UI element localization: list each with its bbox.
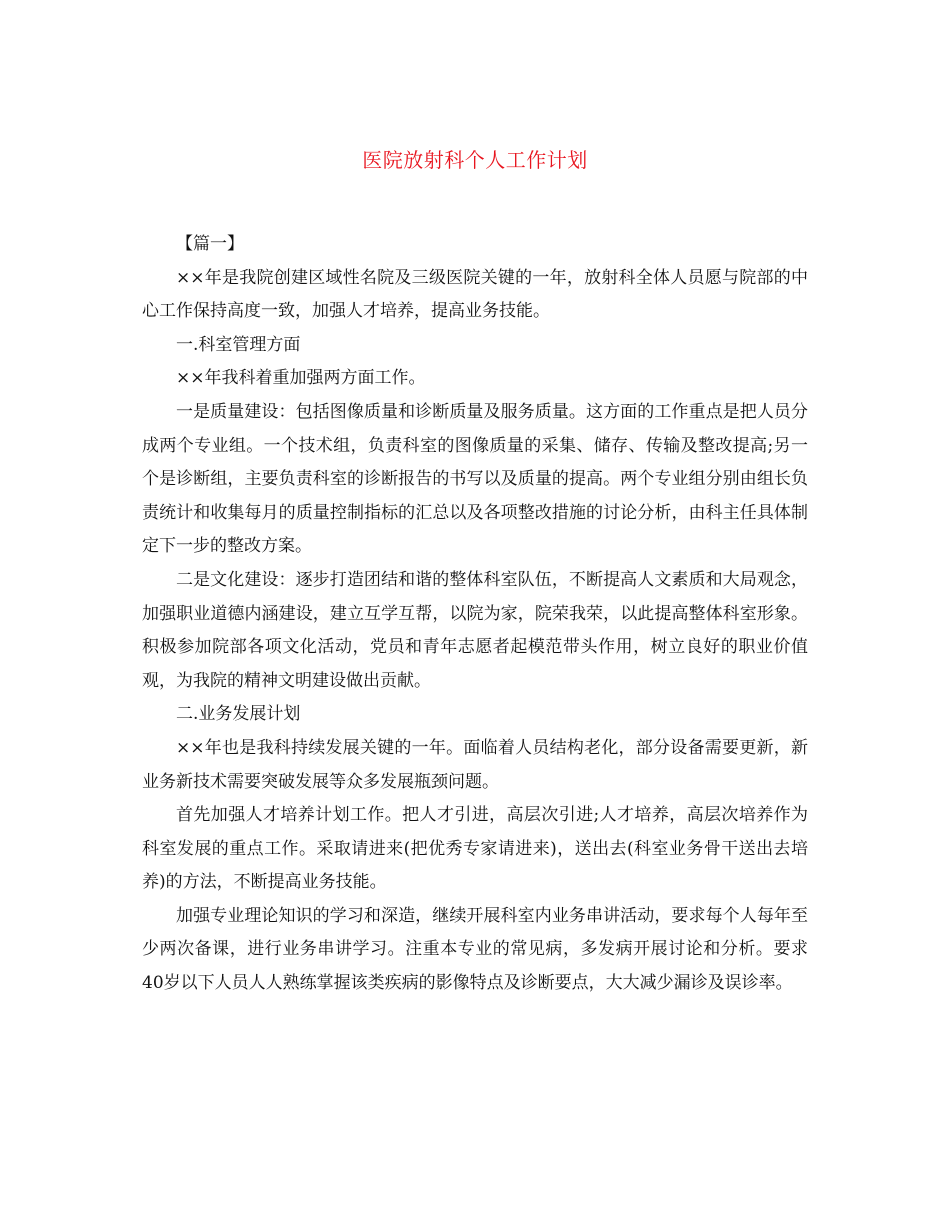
- paragraph-culture-building: 二是文化建设：逐步打造团结和谐的整体科室队伍，不断提高人文素质和大局观念，加强职业道德内涵建设，建立互学互帮，以院为家，院荣我荣，以此提高整体科室形象。积极参加院部各项文化活动，党员和青年志愿者起模范带头作用，树立良好的职业价值观，为我院的精神文明建设做出贡献。: [142, 569, 808, 691]
- section-heading-management: 一.科室管理方面: [176, 334, 301, 355]
- document-body: [142, 228, 808, 1001]
- section-heading-part-one: 【篇一】: [176, 234, 244, 254]
- paragraph-quality-building: 一是质量建设：包括图像质量和诊断质量及服务质量。这方面的工作重点是把人员分成两个专业组。一个技术组，负责科室的图像质量的采集、储存、传输及整改提高;另一个是诊断组，主要负责科室的诊断报告的书写以及质量的提高。两个专业组分别由组长负责统计和收集每月的质量控制指标的汇总以及各项整改措施的讨论分析，由科主任具体制定下一步的整改方案。: [142, 401, 808, 557]
- paragraph-development: ××年也是我科持续发展关键的一年。面临着人员结构老化，部分设备需要更新，新业务新技术需要突破发展等众多发展瓶颈问题。: [142, 737, 808, 792]
- paragraph-management-focus: ××年我科着重加强两方面工作。: [176, 368, 426, 389]
- section-heading-business-plan: 二.业务发展计划: [176, 704, 301, 725]
- document-title: 医院放射科个人工作计划: [362, 148, 588, 172]
- paragraph-talent-training: 首先加强人才培养计划工作。把人才引进，高层次引进;人才培养，高层次培养作为科室发展的重点工作。采取请进来(把优秀专家请进来)，送出去(科室业务骨干送出去培养)的方法，不断提高业务技能。: [142, 805, 808, 893]
- paragraph-intro: ××年是我院创建区域性名院及三级医院关键的一年，放射科全体人员愿与院部的中心工作保持高度一致，加强人才培养，提高业务技能。: [142, 267, 808, 322]
- paragraph-professional-study: 加强专业理论知识的学习和深造，继续开展科室内业务串讲活动，要求每个人每年至少两次备课，进行业务串讲学习。注重本专业的常见病，多发病开展讨论和分析。要求40岁以下人员人人熟练掌握该类疾病的影像特点及诊断要点，大大减少漏诊及误诊率。: [142, 905, 808, 994]
